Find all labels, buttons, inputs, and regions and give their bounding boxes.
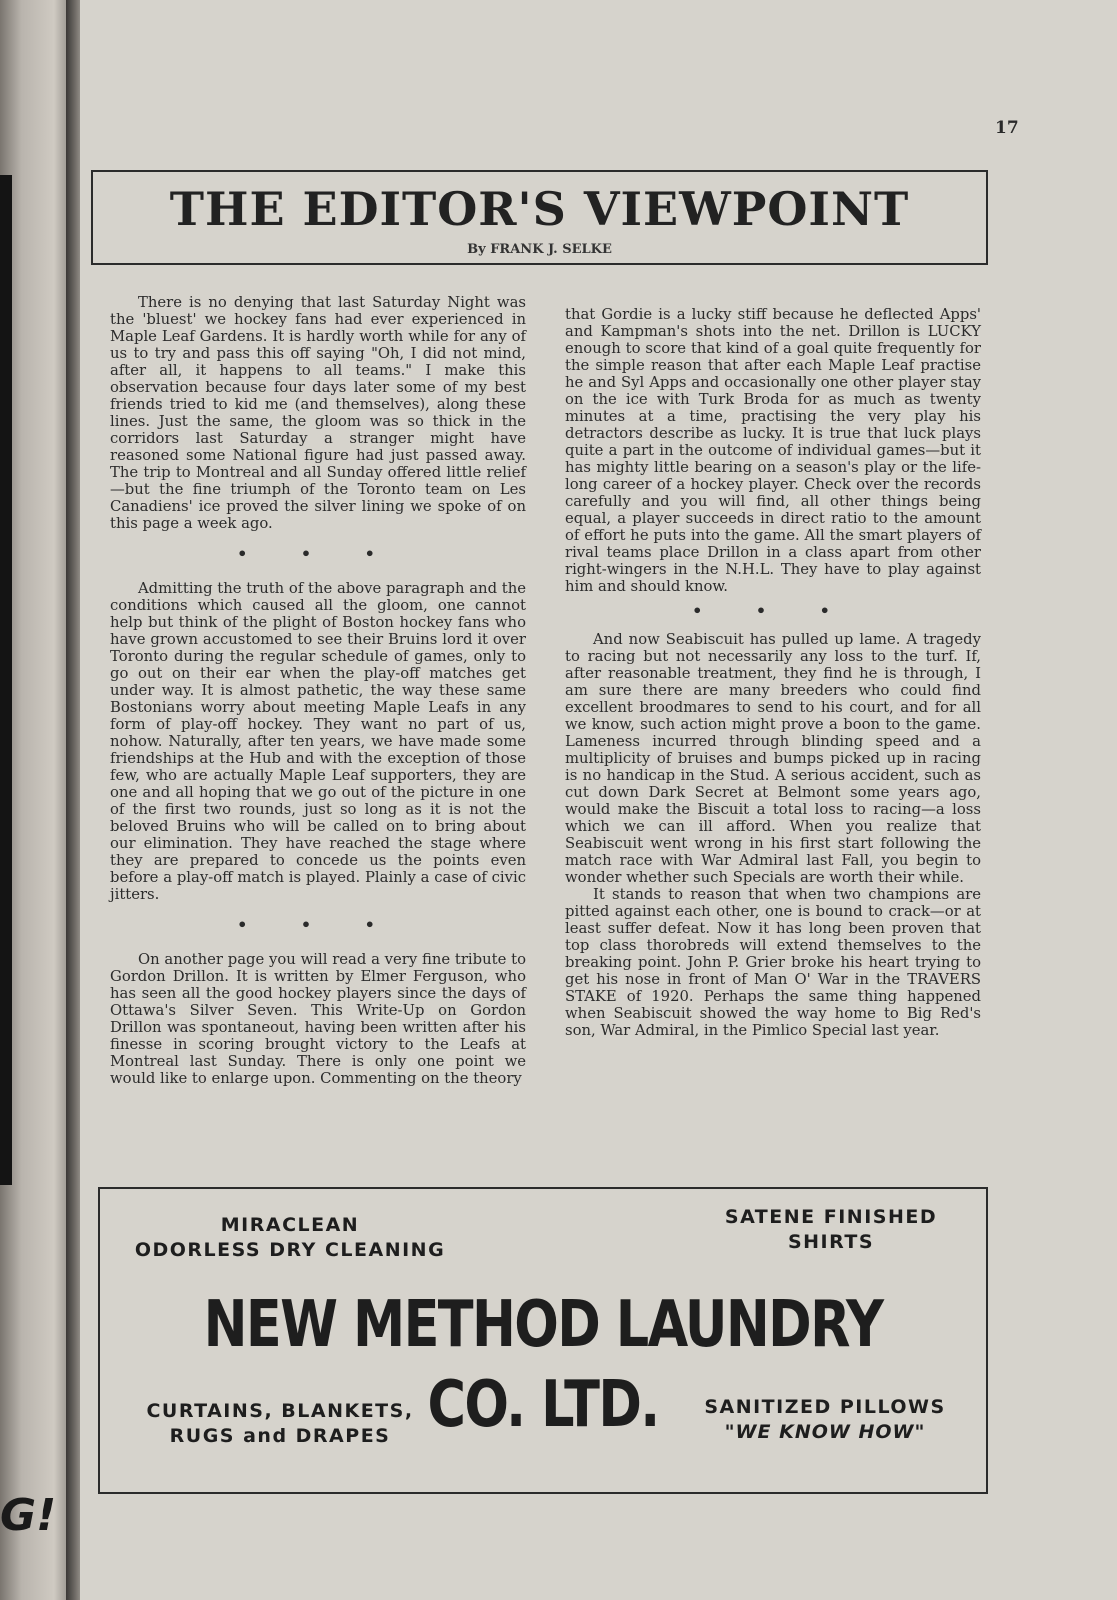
page-number: 17 bbox=[995, 118, 1019, 138]
magazine-page bbox=[80, 0, 1117, 1600]
ad-text: CURTAINS, BLANKETS, bbox=[146, 1400, 414, 1422]
laundry-advertisement bbox=[98, 1187, 988, 1494]
article-paragraph: And now Seabiscuit has pulled up lame. A tragedy to racing but not necessarily any loss to the turf. If, after reasonable treatment, they find he is through, I am sure there are many breeders who could find excellent broodmares to send to his court, and for all we know, such action might prove a boon to the game. Lameness incurred through blinding speed and a multiplicity of bruises and bumps picked up in racing is no handicap in the Stud. A serious accident, such as cut down Dark Secret at Belmont some years ago, would make the Biscuit a total loss to racing—a loss which we can ill afford. When you realize that Seabiscuit went wrong in his first start following the match race with War Admiral last Fall, you begin to wonder whether such Specials are worth their while. bbox=[565, 631, 981, 886]
facing-page-photo-strip bbox=[0, 175, 12, 1185]
ad-text: SANITIZED PILLOWS bbox=[704, 1396, 946, 1418]
article-column-right bbox=[565, 306, 981, 1039]
ad-text: RUGS and DRAPES bbox=[169, 1425, 391, 1447]
section-separator: • • • bbox=[692, 601, 854, 620]
page-title: THE EDITOR'S VIEWPOINT bbox=[169, 182, 910, 236]
article-paragraph: There is no denying that last Saturday Night was the 'bluest' we hockey fans had ever experienced in Maple Leaf Gardens. It is hardly worth while for any of us to try and pass this off saying "Oh, I did not mind, after all, it happens to all teams." I make this observation because four days later some of my best friends tried to kid me (and themselves), along these lines. Just the same, the gloom was so thick in the corridors last Saturday a stranger might have reasoned some National figure had just passed away. The trip to Montreal and all Sunday offered little relief—but the fine triumph of the Toronto team on Les Canadiens' ice proved the silver lining we spoke of on this page a week ago. bbox=[110, 294, 526, 532]
ad-text: MIRACLEAN bbox=[220, 1214, 360, 1236]
ad-top-right bbox=[706, 1205, 956, 1255]
ad-top-left bbox=[130, 1213, 450, 1263]
article-paragraph: It stands to reason that when two champions are pitted against each other, one is bound to crack—or at least suffer defeat. Now it has long been proven that top class thorobreds will extend themselves to the breaking point. John P. Grier broke his heart trying to get his nose in front of Man O' War in the TRAVERS STAKE of 1920. Perhaps the same thing happened when Seabiscuit showed the way home to Big Red's son, War Admiral, in the Pimlico Special last year. bbox=[565, 886, 981, 1039]
ad-company-name: NEW METHOD LAUNDRY CO. LTD. bbox=[203, 1288, 883, 1442]
article-paragraph: Admitting the truth of the above paragraph and the conditions which caused all the gloom, one cannot help but think of the plight of Boston hockey fans who have grown accustomed to see their Bruins lord it over Toronto during the regular schedule of games, only to go out on their ear when the play-off matches get under way. It is almost pathetic, the way these same Bostonians worry about meeting Maple Leafs in any form of play-off hockey. They want no part of us, nohow. Naturally, after ten years, we have made some friendships at the Hub and with the exception of those few, who are actually Maple Leaf supporters, they are one and all hoping that we go out of the picture in one of the first two rounds, just so long as it is not the beloved Bruins who will be called on to bring about our elimination. They have reached the stage where they are prepared to concede us the points even before a play-off match is played. Plainly a case of civic jitters. bbox=[110, 580, 526, 903]
article-column-left bbox=[110, 294, 526, 1087]
byline: By FRANK J. SELKE bbox=[467, 242, 612, 257]
section-separator: • • • bbox=[237, 915, 399, 934]
title-box bbox=[91, 170, 988, 265]
ad-bottom-left bbox=[130, 1399, 430, 1449]
ad-bottom-right bbox=[690, 1395, 960, 1445]
article-paragraph: that Gordie is a lucky stiff because he deflected Apps' and Kampman's shots into the net. Drillon is LUCKY enough to score that kind of a goal quite frequently for the simple reason that after each Maple Leaf practise he and Syl Apps and occasionally one other player stay on the ice with Turk Broda for as much as twenty minutes at a time, practising the very play his detractors describe as lucky. It is true that luck plays quite a part in the outcome of individual games—but it has mighty little bearing on a season's play or the life-long career of a hockey player. Check over the records carefully and you will find, all other things being equal, a player succeeds in direct ratio to the amount of effort he puts into the game. All the smart players of rival teams place Drillon in a class apart from other right-wingers in the N.H.L. They have to play against him and should know. bbox=[565, 306, 981, 595]
ad-slogan: "WE KNOW HOW" bbox=[724, 1421, 926, 1443]
section-separator: • • • bbox=[237, 544, 399, 563]
article-paragraph: On another page you will read a very fine tribute to Gordon Drillon. It is written by Elmer Ferguson, who has seen all the good hockey players since the days of Ottawa's Silver Seven. This Write-Up on Gordon Drillon was spontaneout, having been written after his finesse in scoring brought victory to the Leafs at Montreal last Sunday. There is only one point we would like to enlarge upon. Commenting on the theory bbox=[110, 951, 526, 1087]
ad-text: SATENE FINISHED bbox=[724, 1206, 938, 1228]
ad-text: SHIRTS bbox=[787, 1231, 875, 1253]
facing-page-text-fragment: G! bbox=[0, 1490, 57, 1541]
facing-page-edge bbox=[0, 0, 72, 1600]
ad-text: ODORLESS DRY CLEANING bbox=[134, 1239, 446, 1261]
